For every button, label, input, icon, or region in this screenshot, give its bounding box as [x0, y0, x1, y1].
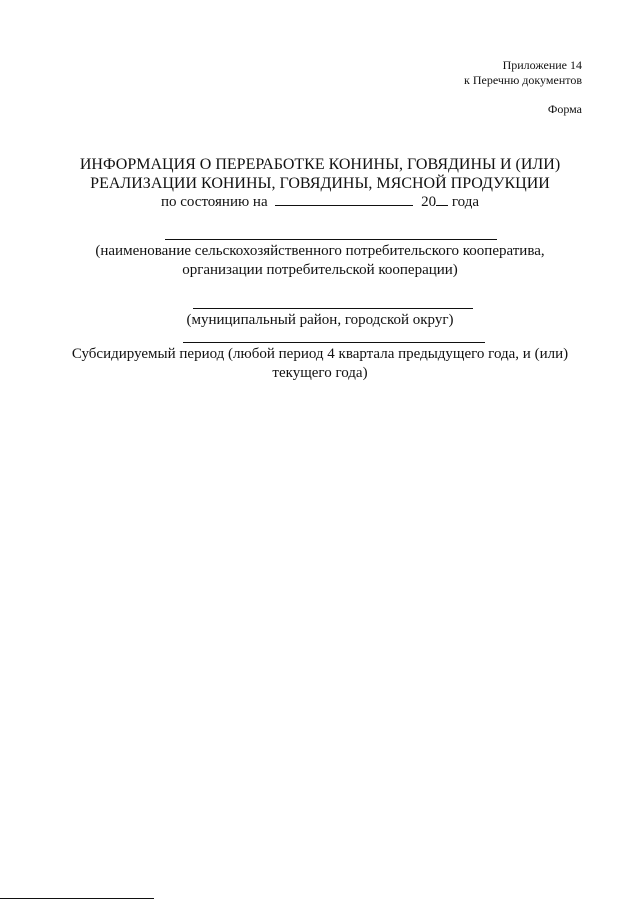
title-line-2: РЕАЛИЗАЦИИ КОНИНЫ, ГОВЯДИНЫ, МЯСНОЙ ПРОДУКЦИИ	[90, 175, 550, 192]
footnote-divider	[0, 898, 154, 899]
title-line-1: ИНФОРМАЦИЯ О ПЕРЕРАБОТКЕ КОНИНЫ, ГОВЯДИНЫ И (ИЛИ)	[79, 156, 561, 173]
year-prefix: 20	[421, 194, 437, 210]
organization-caption-line-1: (наименование сельскохозяйственного потребительского кооператива,	[95, 243, 545, 259]
organization-blank-line[interactable]	[165, 239, 497, 240]
organization-caption-line-2: организации потребительской кооперации)	[182, 262, 458, 278]
organization-caption	[0, 242, 640, 280]
subsidized-period-line-2: текущего года)	[272, 365, 368, 381]
subsidized-period-line-1: Субсидируемый период (любой период 4 квартала предыдущего года, и (или)	[71, 346, 569, 362]
subsidized-period	[0, 345, 640, 383]
year-suffix: года	[451, 194, 480, 210]
municipality-blank-line[interactable]	[193, 308, 473, 309]
municipality-caption: (муниципальный район, городской округ)	[186, 312, 454, 328]
date-blank-field[interactable]	[275, 192, 413, 206]
document-title	[0, 155, 640, 193]
as-of-label: по состоянию на	[160, 194, 268, 210]
form-label: Форма	[547, 102, 582, 116]
appendix-reference	[464, 58, 582, 88]
period-blank-line[interactable]	[183, 342, 485, 343]
appendix-number: Приложение 14	[502, 58, 582, 72]
appendix-list-reference: к Перечню документов	[464, 73, 582, 87]
as-of-date-line	[0, 192, 640, 211]
year-blank-field[interactable]	[436, 192, 448, 206]
